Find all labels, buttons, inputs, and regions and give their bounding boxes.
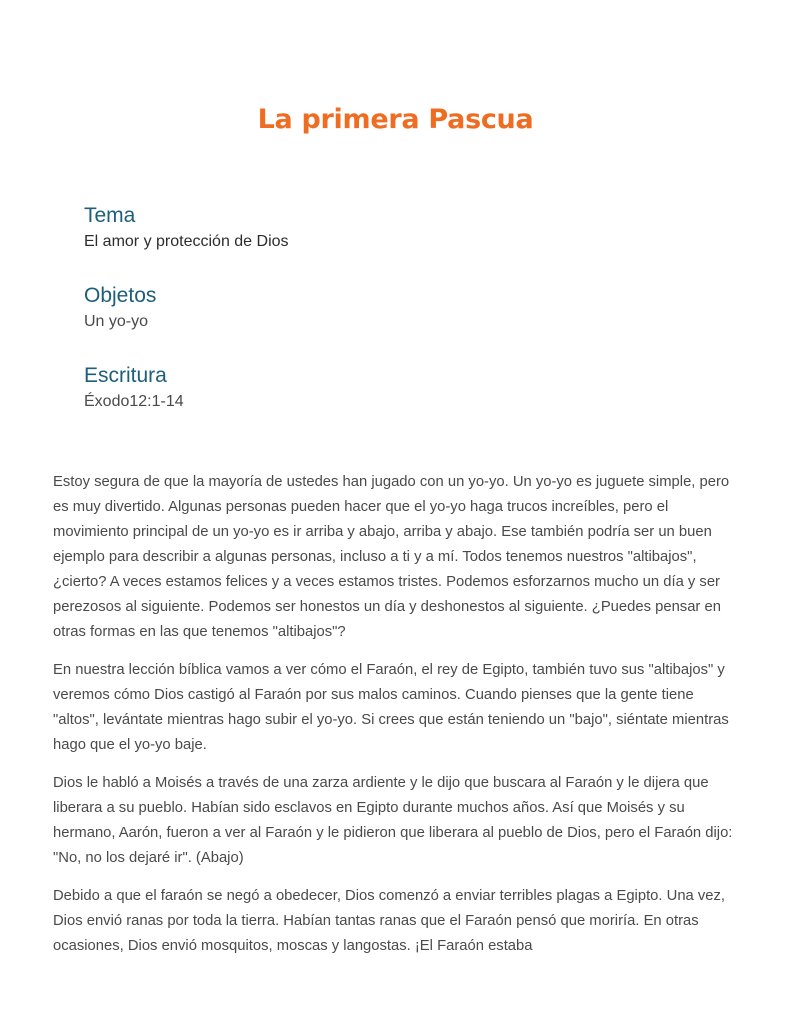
paragraph: Estoy segura de que la mayoría de ustedes han jugado con un yo-yo. Un yo-yo es juguete simple, pero es muy divertido. Algunas personas pueden hacer que el yo-yo haga trucos increíbles, pero el movimiento principal de un yo-yo es ir arriba y abajo, arriba y abajo. Ese también podría ser un buen ejemplo para describir a algunas personas, incluso a ti y a mí. Todos tenemos nuestros "altibajos", ¿cierto? A veces estamos felices y a veces estamos tristes. Podemos esforzarnos mucho un día y ser perezosos al siguiente. Podemos ser honestos un día y deshonestos al siguiente. ¿Puedes pensar en otras formas en las que tenemos "altibajos"? bbox=[53, 474, 730, 640]
section-heading-escritura: Escritura bbox=[84, 364, 167, 387]
paragraph: En nuestra lección bíblica vamos a ver cómo el Faraón, el rey de Egipto, también tuvo sus "altibajos" y veremos cómo Dios castigó al Faraón por sus malos caminos. Cuando pienses que la gente tiene "altos", levántate mientras hago subir el yo-yo. Si crees que están teniendo un "bajo", siéntate mientras hago que el yo-yo baje. bbox=[53, 662, 729, 753]
paragraph: Dios le habló a Moisés a través de una zarza ardiente y le dijo que buscara al Faraón y le dijera que liberara a su pueblo. Habían sido esclavos en Egipto durante muchos años. Así que Moisés y su hermano, Aarón, fueron a ver al Faraón y le pidieron que liberara al pueblo de Dios, pero el Faraón dijo: "No, no los dejaré ir". (Abajo) bbox=[53, 775, 733, 866]
section-objetos bbox=[84, 283, 684, 333]
section-heading-tema: Tema bbox=[84, 204, 136, 227]
lesson-body bbox=[53, 470, 743, 972]
section-escritura bbox=[84, 363, 684, 413]
paragraph: Debido a que el faraón se negó a obedecer, Dios comenzó a enviar terribles plagas a Egipto. Una vez, Dios envió ranas por toda la tierra. Habían tantas ranas que el Faraón pensó que moriría. En otras ocasiones, Dios envió mosquitos, moscas y langostas. ¡El Faraón estaba bbox=[53, 888, 726, 954]
page-title: La primera Pascua bbox=[257, 104, 534, 135]
section-value-tema: El amor y protección de Dios bbox=[84, 233, 289, 250]
section-value-objetos: Un yo-yo bbox=[84, 313, 149, 330]
section-tema bbox=[84, 203, 684, 253]
section-value-escritura: Éxodo12:1-14 bbox=[84, 393, 184, 410]
section-heading-objetos: Objetos bbox=[84, 284, 157, 307]
